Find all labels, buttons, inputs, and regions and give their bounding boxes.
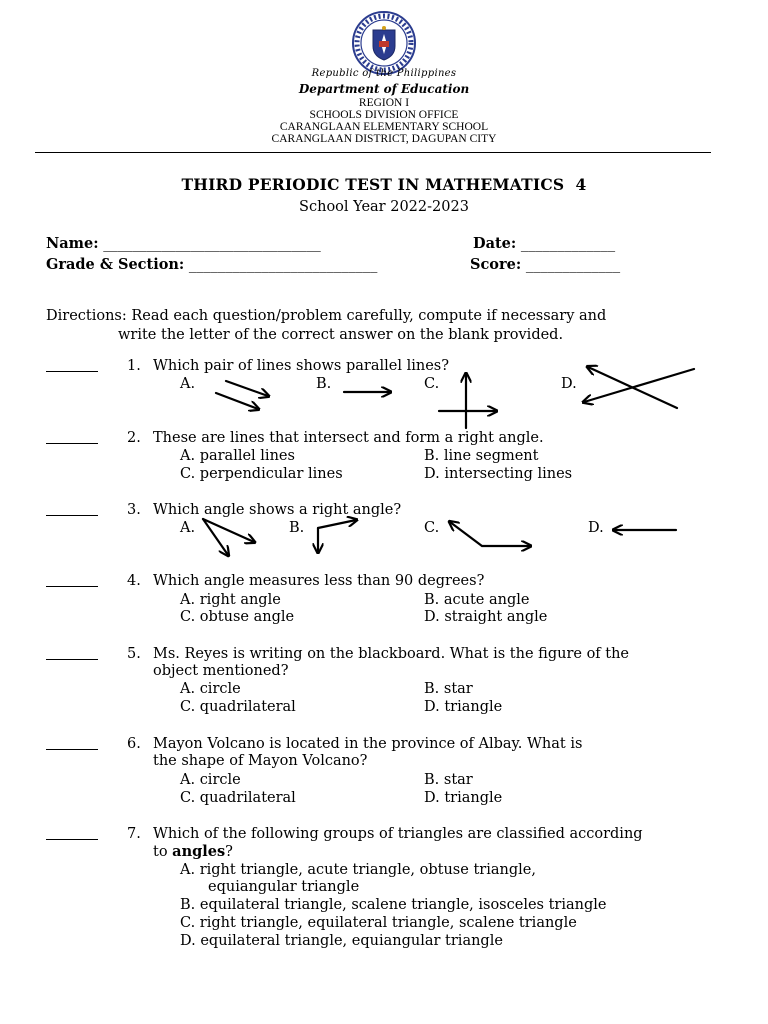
- option-a: A. circle: [180, 681, 241, 697]
- question-text: Which of the following groups of triangles are classified according: [153, 826, 643, 842]
- republic-line: Republic of the Philippines: [311, 68, 457, 79]
- department-name: Department of Education: [298, 82, 470, 96]
- score-blank: _____________: [525, 257, 621, 273]
- grade-section-label: Grade & Section:: [46, 256, 185, 273]
- option-b: B.: [316, 376, 332, 392]
- option-d: D. straight angle: [424, 609, 548, 625]
- option-a: A. right angle: [180, 592, 281, 608]
- option-c: C. right triangle, equilateral triangle, scalene triangle: [180, 915, 577, 931]
- q1-figure-a-parallel-rays: [216, 381, 268, 409]
- question-number: 5.: [127, 646, 141, 662]
- option-a: A. right triangle, acute triangle, obtuse triangle,: [180, 862, 536, 878]
- question-text: Mayon Volcano is located in the province of Albay. What is: [153, 736, 583, 752]
- question-text: Ms. Reyes is writing on the blackboard. What is the figure of the: [153, 646, 630, 662]
- grade-section-blank: __________________________: [188, 257, 378, 273]
- emphasis-angles: angles: [172, 843, 226, 860]
- question-number: 2.: [127, 430, 141, 446]
- option-d: D. triangle: [424, 699, 503, 715]
- q1-figure-d-intersecting-lines: [584, 367, 694, 408]
- question-number: 1.: [127, 358, 141, 374]
- option-b: B. line segment: [424, 448, 539, 464]
- option-a: A.: [180, 376, 196, 392]
- option-b: B. star: [424, 681, 473, 697]
- option-c: C. perpendicular lines: [180, 466, 343, 482]
- option-c: C. obtuse angle: [180, 609, 295, 625]
- name-blank: ______________________________: [103, 236, 321, 252]
- question-text-continued: object mentioned?: [153, 663, 289, 679]
- option-d: D.: [588, 520, 604, 536]
- option-a-continued: equiangular triangle: [208, 879, 360, 895]
- question-text-continued: the shape of Mayon Volcano?: [153, 753, 368, 769]
- option-b: B.: [289, 520, 305, 536]
- q3-figure-b-right-angle: [318, 520, 356, 552]
- option-c: C. quadrilateral: [180, 699, 296, 715]
- date-blank: _____________: [520, 236, 616, 252]
- text-part: to: [153, 844, 173, 860]
- directions-line-2: write the letter of the correct answer on the blank provided.: [118, 327, 564, 343]
- text-part: ?: [225, 844, 233, 860]
- question-text: Which pair of lines shows parallel lines?: [153, 358, 449, 374]
- division-line: SCHOOLS DIVISION OFFICE: [309, 109, 459, 121]
- option-a: A. circle: [180, 772, 241, 788]
- option-b: B. star: [424, 772, 473, 788]
- option-c: C.: [424, 376, 440, 392]
- option-d: D. intersecting lines: [424, 466, 573, 482]
- option-b: B. acute angle: [424, 592, 530, 608]
- question-text: These are lines that intersect and form a right angle.: [153, 430, 544, 446]
- option-b: B. equilateral triangle, scalene triangle, isosceles triangle: [180, 897, 607, 913]
- option-d: D. triangle: [424, 790, 503, 806]
- directions-line-1: Directions: Read each question/problem carefully, compute if necessary and: [46, 308, 607, 324]
- question-text: Which angle shows a right angle?: [153, 502, 402, 518]
- question-number: 7.: [127, 826, 141, 842]
- option-a: A.: [180, 520, 196, 536]
- option-c: C.: [424, 520, 440, 536]
- q3-figure-a-acute-angle: [203, 519, 254, 555]
- question-number: 4.: [127, 573, 141, 589]
- option-c: C. quadrilateral: [180, 790, 296, 806]
- option-a: A. parallel lines: [180, 448, 295, 464]
- school-name: CARANGLAAN ELEMENTARY SCHOOL: [279, 121, 489, 133]
- q3-figure-c-obtuse-angle: [450, 522, 530, 546]
- question-number: 6.: [127, 736, 141, 752]
- page-title: THIRD PERIODIC TEST IN MATHEMATICS 4: [181, 175, 587, 194]
- option-d: D. equilateral triangle, equiangular triangle: [180, 933, 503, 949]
- score-label: Score:: [470, 256, 522, 273]
- region-line: REGION I: [358, 97, 410, 109]
- q1-figure-c-perpendicular-rays: [439, 374, 496, 428]
- question-text: Which angle measures less than 90 degrees?: [153, 573, 485, 589]
- question-number: 3.: [127, 502, 141, 518]
- name-label: Name:: [46, 235, 99, 252]
- option-d: D.: [561, 376, 577, 392]
- date-label: Date:: [473, 235, 517, 252]
- school-year: School Year 2022-2023: [299, 199, 469, 215]
- district-line: CARANGLAAN DISTRICT, DAGUPAN CITY: [271, 133, 497, 145]
